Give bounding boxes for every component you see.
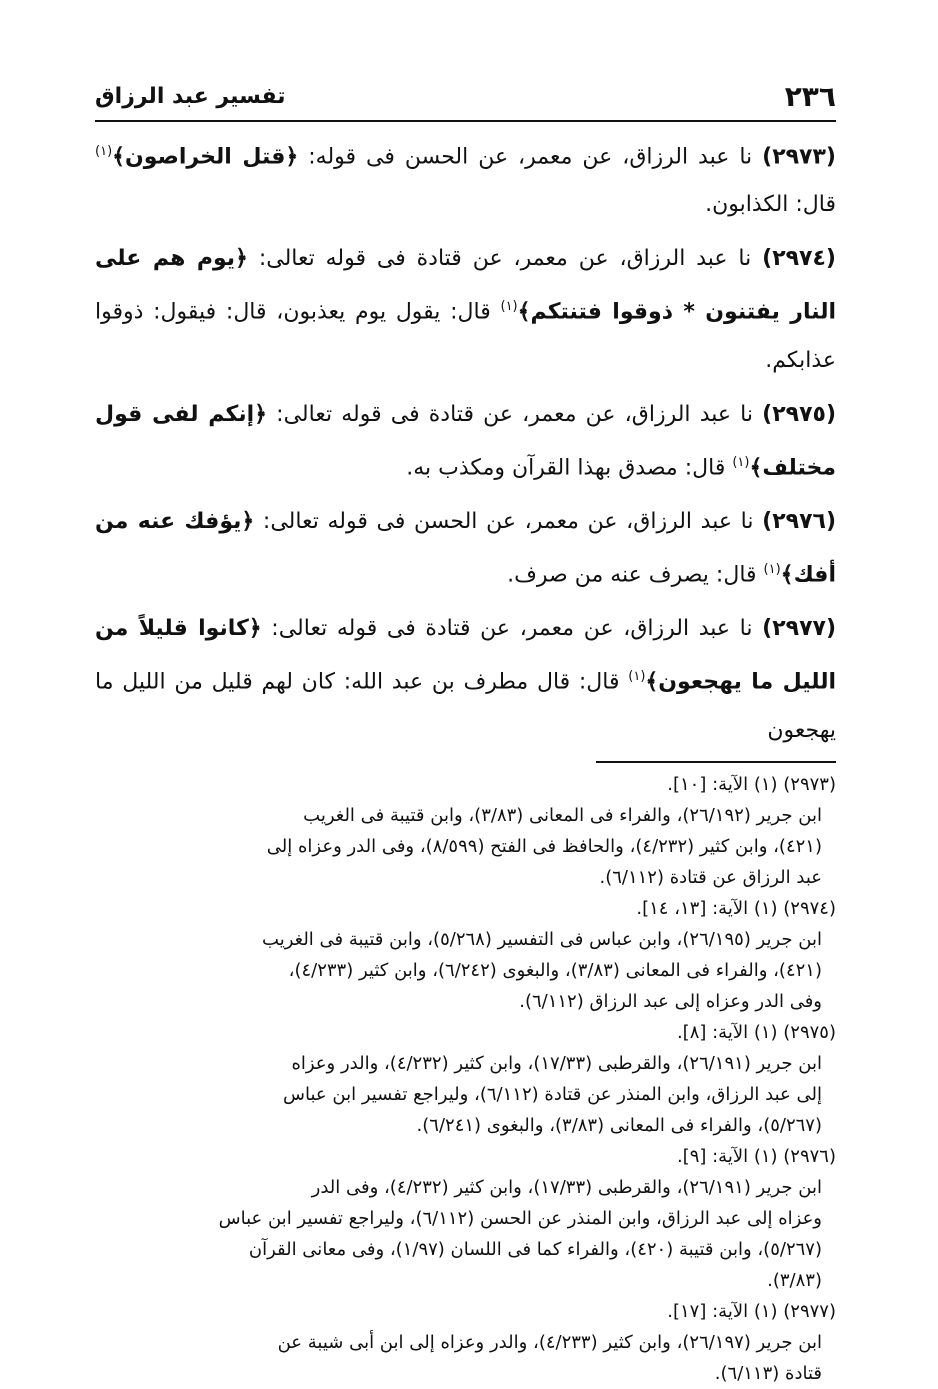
footnote-line: ابن جرير (٢٦/١٩٥)، وابن عباس فى التفسير (٥/٢٦٨)، وابن قتيبة فى الغريب	[262, 928, 822, 950]
main-text	[95, 128, 836, 755]
footnote-line: إلى عبد الرزاق، وابن المنذر عن قتادة (٦/١١٢)، وليراجع تفسير ابن عباس	[283, 1083, 822, 1105]
entry-number: (٢٩٧٥)	[762, 401, 836, 427]
footnote-line: (٤٢١)، والفراء فى المعانى (٣/٨٣)، والبغوى (٦/٢٤٢)، وابن كثير (٤/٢٣٣)،	[288, 959, 822, 981]
entry-2977	[95, 605, 836, 754]
footnote-marker: (١)	[763, 561, 781, 577]
footnote-marker: (١)	[732, 454, 750, 470]
footnote-line: ابن جرير (٢٦/١٩١)، والقرطبى (١٧/٣٣)، وابن كثير (٤/٢٣٢)، والدر وعزاه	[291, 1052, 822, 1074]
footnote-separator	[596, 761, 836, 763]
footnotes	[95, 769, 836, 1389]
footnote-line: قتادة (٦/١١٣).	[714, 1362, 822, 1384]
entry-verse: ﴿يؤفك عنه من أفك﴾	[95, 508, 836, 588]
footnote-line: (٣/٨٣).	[767, 1269, 822, 1291]
footnote-line: وفى الدر وعزاه إلى عبد الرزاق (٦/١١٢).	[519, 990, 822, 1012]
footnote-heading: (٢٩٧٧) (١) الآية: [١٧].	[667, 1300, 836, 1322]
entry-number: (٢٩٧٤)	[762, 246, 836, 272]
entry-comment: قال: الكذابون.	[705, 192, 836, 218]
footnote-line: (٥/٢٦٧)، والفراء فى المعانى (٣/٨٣)، والبغوى (٦/٢٤١).	[416, 1114, 822, 1136]
entry-number: (٢٩٧٦)	[762, 508, 836, 534]
entry-number: (٢٩٧٣)	[762, 144, 836, 170]
footnote-line: (٥/٢٦٧)، وابن قتيبة (٤٢٠)، والفراء كما فى اللسان (١/٩٧)، وفى معانى القرآن	[248, 1238, 822, 1260]
footnote-heading: (٢٩٧٤) (١) الآية: [١٣، ١٤].	[636, 897, 836, 919]
entry-comment: قال: يصرف عنه من صرف.	[507, 562, 764, 588]
entry-verse: ﴿إنكم لفى قول مختلف﴾	[95, 401, 836, 480]
footnote-marker: (١)	[95, 144, 113, 159]
footnote-line: ابن جرير (٢٦/١٩١)، والقرطبى (١٧/٣٣)، وابن كثير (٤/٢٣٢)، وفى الدر	[311, 1176, 822, 1198]
footnote-body	[95, 1172, 822, 1296]
entry-isnad: نا عبد الرزاق، عن معمر، عن قتادة فى قوله تعالى:	[261, 616, 763, 642]
entry-isnad: نا عبد الرزاق، عن معمر، عن قتادة فى قوله تعالى:	[247, 246, 763, 272]
entry-2973	[95, 128, 836, 229]
entry-comment: قال: قال مطرف بن عبد الله: كان لهم قليل من الليل ما يهجعون	[95, 669, 836, 743]
footnote-heading: (٢٩٧٦) (١) الآية: [٩].	[676, 1145, 836, 1167]
footnote-heading: (٢٩٧٥) (١) الآية: [٨].	[676, 1021, 836, 1043]
entry-isnad: نا عبد الرزاق، عن معمر، عن الحسن فى قوله تعالى:	[254, 508, 763, 534]
entry-2975	[95, 391, 836, 492]
footnote-line: ابن جرير (٢٦/١٩٢)، والفراء فى المعانى (٣/٨٣)، وابن قتيبة فى الغريب	[303, 804, 822, 826]
entry-2974	[95, 235, 836, 384]
footnote-body	[95, 1048, 822, 1141]
header-rule	[95, 120, 836, 122]
footnote-body	[95, 800, 822, 893]
footnote-marker: (١)	[628, 669, 646, 685]
entry-number: (٢٩٧٧)	[762, 616, 836, 642]
entry-2976	[95, 498, 836, 599]
entry-verse: ﴿كانوا قليلاً من الليل ما يهجعون﴾	[95, 616, 836, 695]
footnote-line: عبد الرزاق عن قتادة (٦/١١٢).	[599, 866, 822, 888]
footnote-body	[95, 924, 822, 1017]
footnote-line: وعزاه إلى عبد الرزاق، وابن المنذر عن الحسن (٦/١١٢)، وليراجع تفسير ابن عباس	[218, 1207, 822, 1229]
footnote-heading: (٢٩٧٣) (١) الآية: [١٠].	[667, 773, 836, 795]
entry-verse: ﴿يوم هم على النار يفتنون * ذوقوا فتنتكم﴾	[95, 246, 836, 325]
entry-verse: ﴿قتل الخراصون﴾	[112, 144, 299, 170]
running-title: تفسير عبد الرزاق	[95, 84, 286, 109]
entry-isnad: نا عبد الرزاق، عن معمر، عن قتادة فى قوله تعالى:	[267, 401, 763, 427]
footnote-line: ابن جرير (٢٦/١٩٧)، وابن كثير (٤/٢٣٣)، والدر وعزاه إلى ابن أبى شيبة عن	[277, 1331, 822, 1353]
entry-comment: قال: يقول يوم يعذبون، قال: فيقول: ذوقوا عذابكم.	[95, 299, 836, 373]
page-number: ٢٣٦	[784, 80, 836, 113]
page-header	[95, 0, 836, 128]
footnote-body	[95, 1327, 822, 1389]
entry-comment: قال: مصدق بهذا القرآن ومكذب به.	[406, 454, 733, 480]
entry-isnad: نا عبد الرزاق، عن معمر، عن الحسن فى قوله:	[298, 144, 763, 170]
footnote-line: (٤٢١)، وابن كثير (٤/٢٣٢)، والحافظ فى الفتح (٨/٥٩٩)، وفى الدر وعزاه إلى	[266, 835, 822, 857]
footnote-marker: (١)	[500, 299, 518, 315]
